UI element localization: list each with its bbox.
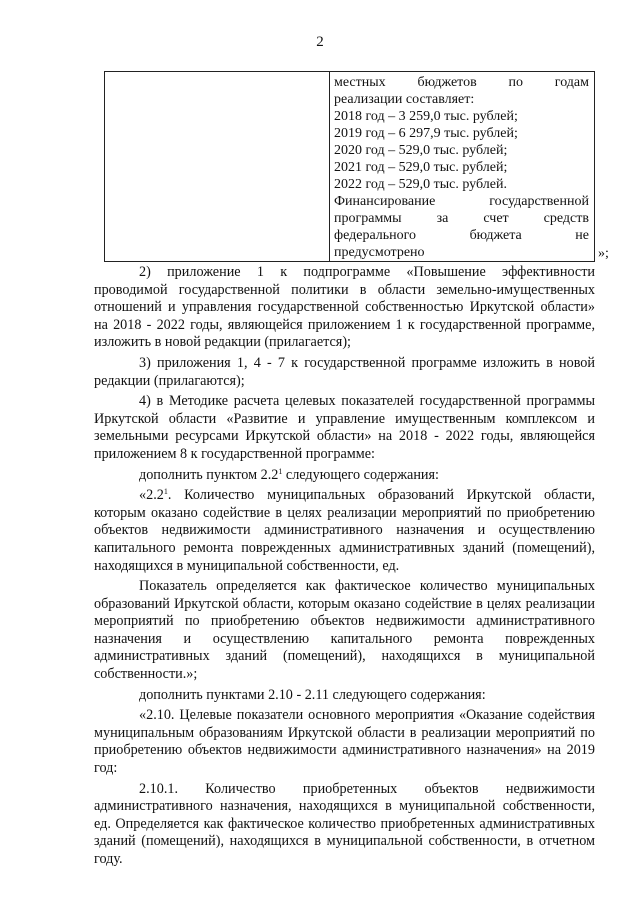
table-line: Финансирование государственной [334, 194, 589, 209]
table-left-cell [105, 72, 330, 261]
financing-table [104, 71, 595, 262]
table-line: 2019 год – 6 297,9 тыс. рублей; [334, 126, 518, 141]
table-line: 2018 год – 3 259,0 тыс. рублей; [334, 109, 518, 124]
page-number: 2 [316, 34, 324, 50]
paragraph-add-items-2-10-2-11: дополнить пунктами 2.10 - 2.11 следующего содержания: [139, 686, 486, 703]
table-line: 2022 год – 529,0 тыс. рублей. [334, 177, 507, 192]
paragraph-methodology: 4) в Методике расчета целевых показателей государственной программы Иркутской области «Развитие и управление имущественным комплексом и земельными ресурсами Иркутской области» на 2018 - 2022 годы, являющейся приложением 8 к государственной программе: [94, 393, 595, 462]
paragraph-indicator-definition: Показатель определяется как фактическое количество муниципальных образований Иркутской области, которым оказано содействие в целях реализации мероприятий по приобретению объектов недвижимости административного назначения и осуществлению капитального ремонта поврежденных административных зданий (помещений), находящихся в муниципальной собственности.»; [94, 578, 595, 683]
paragraph-add-item-2-2-1: дополнить пунктом $2.2^1$ следующего содержания: [139, 466, 439, 483]
table-line: местных бюджетов по годам [334, 75, 589, 90]
paragraph-appendices-1-4-7: 3) приложения 1, 4 - 7 к государственной программе изложить в новой редакции (прилагаются); [94, 354, 595, 389]
paragraph-item-2-10-1: 2.10.1. Количество приобретенных объектов недвижимости административного назначения, находящихся в муниципальной собственности, ед. Определяется как фактическое количество приобретенных административных зданий (помещений), находящихся в муниципальной собственности, в отчетном году. [94, 780, 595, 867]
table-line: реализации составляет: [334, 92, 475, 107]
table-line: предусмотрено [334, 245, 425, 260]
table-line: 2021 год – 529,0 тыс. рублей; [334, 160, 508, 175]
document-body [94, 264, 595, 869]
table-line: программы за счет средств [334, 211, 589, 226]
table-right-cell [334, 74, 589, 261]
table-line: 2020 год – 529,0 тыс. рублей; [334, 143, 508, 158]
paragraph-appendix-1: 2) приложение 1 к подпрограмме «Повышение эффективности проводимой государственной политики в области земельно-имущественных отношений и управления государственной собственностью Иркутской области» на 2018 - 2022 годы, являющейся приложением 1 к государственной программе, изложить в новой редакции (прилагается); [94, 264, 595, 351]
paragraph-item-2-10: «2.10. Целевые показатели основного мероприятия «Оказание содействия муниципальным образованиям Иркутской области в реализации мероприятий по приобретению объектов недвижимости административного назначения» на 2019 год: [94, 707, 595, 777]
table-line: федерального бюджета не [334, 228, 589, 243]
table-closing-mark: »; [598, 246, 609, 261]
paragraph-item-2-2-1: «$2.2^1$. Количество муниципальных образований Иркутской области, которым оказано содействие в целях реализации мероприятий по приобретению объектов недвижимости административного назначения и осуществлению капитального ремонта поврежденных административных зданий (помещений), находящихся в муниципальной собственности, ед. [94, 487, 595, 574]
